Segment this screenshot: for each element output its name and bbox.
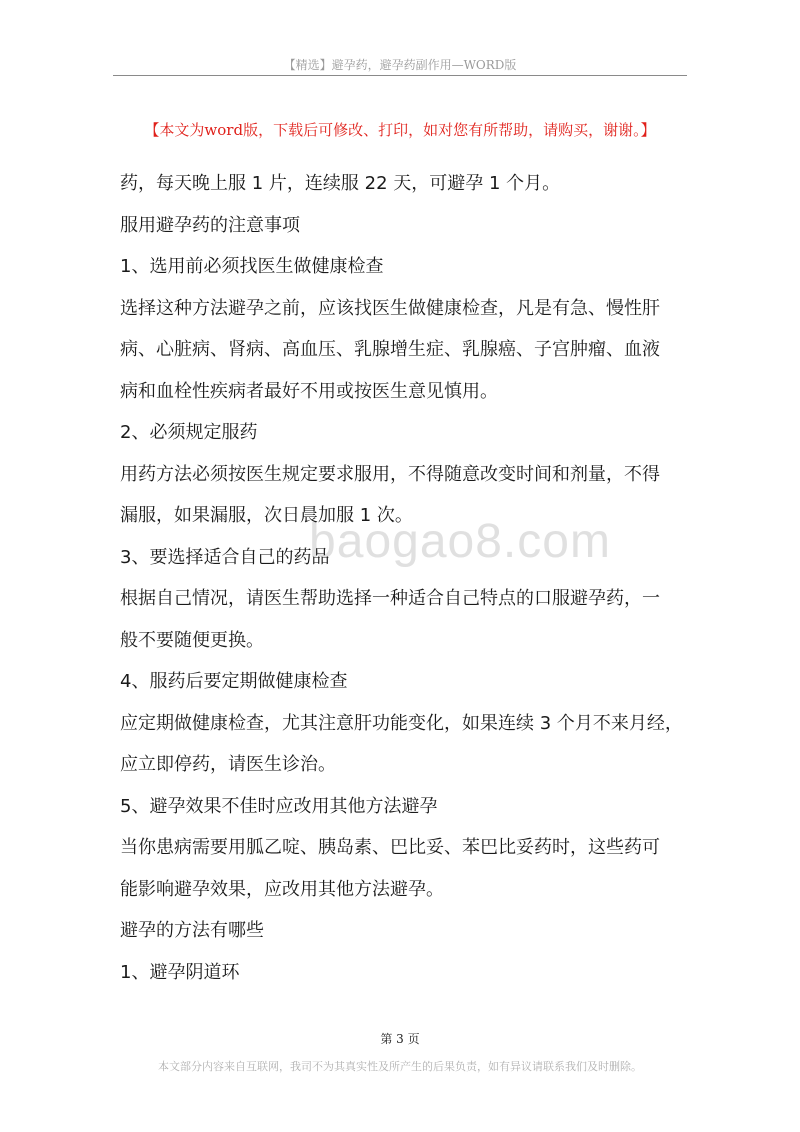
body-line: 般不要随便更换。 <box>120 629 264 651</box>
header-divider <box>113 75 687 76</box>
item-heading: 1、避孕阴道环 <box>120 961 240 983</box>
body-line: 选择这种方法避孕之前，应该找医生做健康检查，凡是有急、慢性肝 <box>120 297 660 319</box>
purchase-notice: 【本文为word版，下载后可修改、打印，如对您有所帮助，请购买，谢谢。】 <box>144 121 656 139</box>
footer-disclaimer: 本文部分内容来自互联网，我司不为其真实性及所产生的后果负责，如有异议请联系我们及时删除。 <box>158 1060 642 1073</box>
body-line: 药，每天晚上服 1 片，连续服 22 天，可避孕 1 个月。 <box>120 173 561 194</box>
header-title: 【精选】避孕药，避孕药副作用—WORD版 <box>283 58 517 72</box>
item-heading: 1、选用前必须找医生做健康检查 <box>120 256 384 277</box>
body-content <box>120 163 685 993</box>
page-number: 第 3 页 <box>380 1032 420 1046</box>
item-heading: 5、避孕效果不佳时应改用其他方法避孕 <box>120 795 438 817</box>
section-heading: 服用避孕药的注意事项 <box>120 214 300 236</box>
body-line: 当你患病需要用胍乙啶、胰岛素、巴比妥、苯巴比妥药时，这些药可 <box>120 837 660 858</box>
item-heading: 4、服药后要定期做健康检查 <box>120 671 348 692</box>
body-line: 病和血栓性疾病者最好不用或按医生意见慎用。 <box>120 380 498 402</box>
watermark-text: baogao8.com <box>309 515 611 568</box>
body-line: 根据自己情况，请医生帮助选择一种适合自己特点的口服避孕药，一 <box>120 588 660 609</box>
body-line: 应立即停药，请医生诊治。 <box>120 754 336 775</box>
body-line: 病、心脏病、肾病、高血压、乳腺增生症、乳腺癌、子宫肿瘤、血液 <box>120 339 660 360</box>
body-line: 漏服，如果漏服，次日晨加服 1 次。 <box>120 505 413 526</box>
item-heading: 3、要选择适合自己的药品 <box>120 546 330 568</box>
body-line: 用药方法必须按医生规定要求服用，不得随意改变时间和剂量，不得 <box>120 463 660 485</box>
body-line: 能影响避孕效果，应改用其他方法避孕。 <box>120 878 444 900</box>
section-heading: 避孕的方法有哪些 <box>120 920 264 941</box>
item-heading: 2、必须规定服药 <box>120 422 258 443</box>
body-line: 应定期做健康检查，尤其注意肝功能变化，如果连续 3 个月不来月经， <box>120 712 683 734</box>
